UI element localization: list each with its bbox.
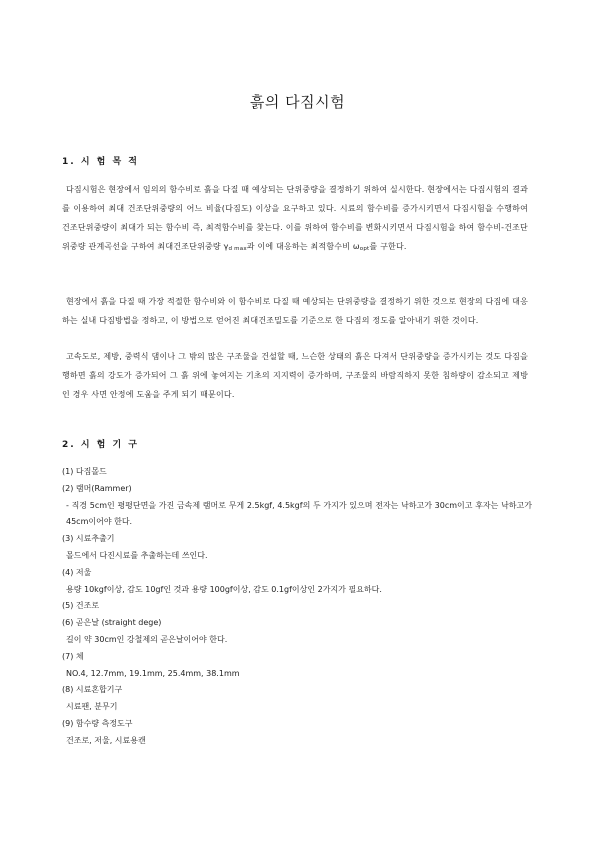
equipment-list: [62, 464, 532, 750]
list-item-description: NO.4, 12.7mm, 19.1mm, 25.4mm, 38.1mm: [66, 668, 240, 678]
list-item-description: 용량 10kgf이상, 감도 10gf인 것과 용량 100gf이상, 감도 0.1gf이상인 2가지가 필요하다.: [66, 584, 382, 594]
document-title: 흙의 다짐시험: [249, 93, 346, 111]
list-item: (9) 함수량 측정도구: [62, 718, 133, 728]
list-item-description: - 직경 5cm인 평평단면을 가진 금속제 램머로 무게 2.5kgf, 4.5kgf의 두 가지가 있으며 전자는 낙하고가 30cm이고 후자는 낙하고가 45cm이어야 한다.: [66, 500, 532, 527]
list-item: (5) 건조로: [62, 601, 100, 611]
list-item: (6) 곧은날 (straight dege): [62, 618, 162, 628]
section-heading-equipment: 2. 시 험 기 구: [62, 440, 139, 450]
list-item-description: 시료팬, 분무기: [66, 702, 118, 712]
list-item-description: 길이 약 30cm인 강철제의 곧은날이어야 한다.: [66, 634, 228, 644]
purpose-paragraph-1: 다짐시험은 현장에서 임의의 함수비로 흙을 다질 때 예상되는 단위중량을 결정하기 위하여 실시한다. 현장에서는 다짐시험의 결과를 이용하여 최대 건조단위중량의 어느 비율(다짐도) 이상을 요구하고 있다. 시료의 함수비를 증가시키면서 다짐시험을 수행하여 건조단위중량이 최대가 되는 함수비 즉, 최적함수비를 찾는다. 이를 위하여 함수비를 변화시키면서 다짐시험을 하여 함수비-건조단위중량 관계곡선을 구하여 최대건조단위중량 $\gamma_{d max}$과 이에 대응하는 최적함수비 $\omega_{opt}$를 구한다.: [62, 185, 528, 252]
list-item-description: 몰드에서 다진시료를 추출하는데 쓰인다.: [66, 550, 208, 560]
list-item: (1) 다짐몰드: [62, 467, 107, 476]
list-item: (3) 시료추출기: [62, 534, 115, 544]
list-item: (4) 저울: [62, 567, 92, 577]
list-item: (2) 램머(Rammer): [62, 483, 132, 493]
purpose-paragraph-2: 현장에서 흙을 다질 때 가장 적절한 함수비와 이 함수비로 다질 때 예상되는 단위중량을 결정하기 위한 것으로 현장의 다짐에 대응하는 실내 다짐방법을 정하고, 이 방법으로 얻어진 최대건조밀도를 기준으로 한 다짐의 정도를 알아내기 위한 것이다.: [62, 297, 528, 325]
purpose-paragraph-3: 고속도로, 제방, 중력식 댐이나 그 밖의 많은 구조물을 건설할 때, 느슨한 상태의 흙은 다져서 단위중량을 증가시키는 것도 다짐을 행하면 흙의 강도가 증가되어 그 흙 위에 놓여지는 기초의 지지력이 증가하며, 구조물의 바람직하지 못한 침하량이 감소되고 제방인 경우 사면 안정에 도움을 주게 되기 때문이다.: [62, 352, 528, 399]
list-item: (7) 체: [62, 651, 84, 661]
section-heading-purpose: 1. 시 험 목 적: [62, 157, 139, 167]
list-item-description: 건조로, 저울, 시료용캔: [66, 735, 146, 745]
list-item: (8) 시료혼합기구: [62, 685, 123, 695]
